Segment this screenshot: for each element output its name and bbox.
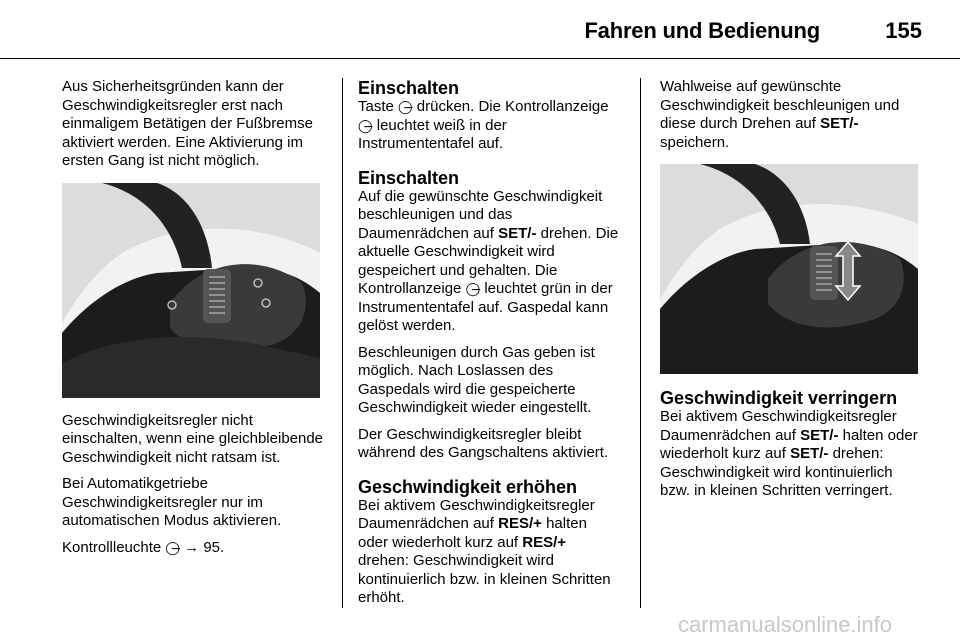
watermark: carmanualsonline.info — [678, 612, 893, 637]
page-title: Fahren und Bedienung — [584, 18, 820, 43]
column-1 — [62, 78, 324, 565]
paragraph-optional-set: Wahlweise auf gewünschte Geschwindigkeit beschleunigen und diese durch Drehen auf SET/- speichern. — [660, 78, 900, 151]
column-2 — [358, 78, 620, 616]
page-reference-link[interactable]: 95. — [203, 538, 225, 556]
steering-wheel-photo — [62, 183, 320, 398]
heading-decrease-speed: Geschwindigkeit verringern — [660, 388, 898, 408]
paragraph-automatic: Bei Automatikgetriebe Geschwindigkeitsregler nur im automatischen Modus aktivieren. — [62, 475, 282, 529]
cruise-control-icon: ◯̶ — [398, 99, 413, 114]
heading-switch-on-1: Einschalten — [358, 78, 460, 98]
paragraph-not-advisable: Geschwindigkeitsregler nicht einschalten, wenn eine gleichbleibende Geschwindigkeit nicht ratsam ist. — [62, 411, 324, 466]
column-3 — [660, 78, 922, 509]
cruise-control-icon: ◯̶ — [358, 117, 373, 133]
paragraph-gear-shift: Der Geschwindigkeitsregler bleibt während des Gangschaltens aktiviert. — [358, 425, 609, 461]
cruise-control-icon: ◯̶ — [465, 281, 481, 296]
paragraph-accelerate: Beschleunigen durch Gas geben ist möglich. Nach Loslassen des Gaspedals wird die gespeicherte Geschwindigkeit wieder eingestellt. — [358, 343, 595, 416]
steering-wheel-photo-arrows — [660, 164, 918, 374]
page-reference-icon: → — [184, 538, 200, 556]
column-divider-1 — [342, 78, 343, 608]
header-divider — [0, 58, 960, 59]
paragraph-safety: Aus Sicherheitsgründen kann der Geschwindigkeitsregler erst nach einmaligem Betätigen der Fußbremse aktiviert werden. Eine Aktivierung im ersten Gang ist nicht möglich. — [62, 78, 313, 169]
paragraph-decrease-speed: Bei aktivem Geschwindigkeitsregler Daumenrädchen auf SET/- halten oder wiederholt kurz auf SET/- drehen: Geschwindigkeit wird kontinuierlich bzw. in kleinen Schritten verringert. — [660, 408, 918, 499]
cruise-control-icon: ◯̶ — [165, 539, 180, 555]
paragraph-set-speed: Auf die gewünschte Geschwindigkeit beschleunigen und das Daumenrädchen auf SET/- drehen. Die aktuelle Geschwindigkeit wird gespeichert und gehalten. Die Kontrollanzeige ◯̶ leuchtet grün in der Instrumententafel auf. Gaspedal kann gelöst werden. — [358, 187, 619, 334]
paragraph-increase-speed: Bei aktivem Geschwindigkeitsregler Daumenrädchen auf RES/+ halten oder wiederholt kurz auf RES/+ drehen: Geschwindigkeit wird kontinuierlich bzw. in kleinen Schritten erhöht. — [358, 496, 611, 606]
page-number: 155 — [885, 18, 922, 43]
paragraph-indicator-ref: Kontrollleuchte ◯̶ → 95. — [62, 538, 225, 556]
column-divider-2 — [640, 78, 641, 608]
paragraph-press-button: Taste ◯̶ drücken. Die Kontrollanzeige ◯̶ leuchtet weiß in der Instrumententafel auf. — [358, 98, 609, 152]
heading-increase-speed: Geschwindigkeit erhöhen — [358, 476, 578, 497]
heading-switch-on-2: Einschalten — [358, 167, 460, 188]
